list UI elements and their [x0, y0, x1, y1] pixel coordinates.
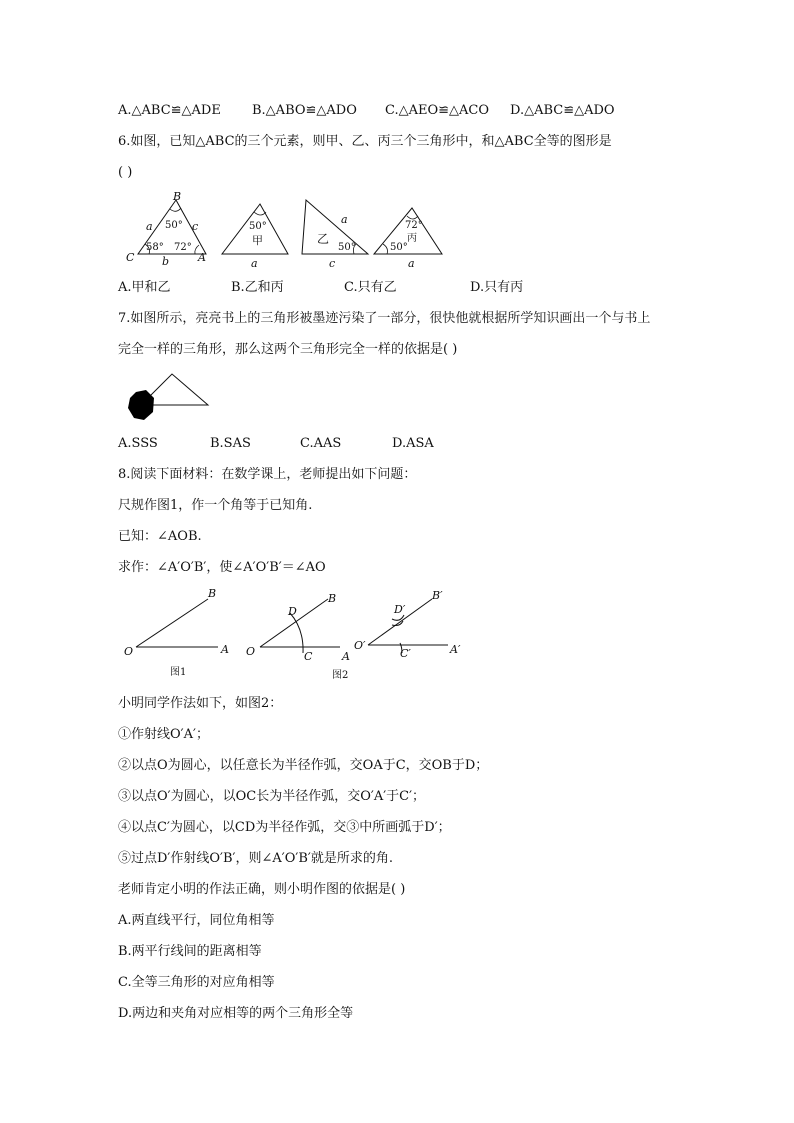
fig2-label-b: B [328, 592, 337, 605]
q6-option-a: A.甲和乙 [118, 280, 171, 295]
q8-step-1: ①作射线O′A′； [118, 727, 209, 742]
label-bing-side: a [408, 257, 415, 270]
label-yi-angle: 50° [338, 242, 356, 253]
q7-figure [124, 370, 214, 422]
q8-line1: 8.阅读下面材料：在数学课上，老师提出如下问题： [118, 467, 417, 482]
q6-figure [118, 188, 458, 270]
label-angle-a: 72° [174, 242, 192, 253]
label-a: A [198, 251, 206, 264]
q7-line1: 7.如图所示，亮亮书上的三角形被墨迹污染了一部分，很快他就根据所学知识画出一个与书上 [118, 311, 651, 326]
q5-option-b: B.△ABO≌△ADO [252, 103, 357, 118]
q7-option-d: D.ASA [392, 436, 434, 451]
q7-option-c: C.AAS [300, 436, 342, 451]
label-angle-c: 58° [146, 242, 164, 253]
fig1-ray-ob [136, 599, 208, 647]
ink-blot [128, 390, 154, 420]
q8-step-2: ②以点O为圆心，以任意长为半径作弧，交OA于C，交OB于D； [118, 758, 489, 773]
triangle-yi [302, 200, 368, 254]
q8-line3: 已知：∠AOB. [118, 529, 202, 544]
q7-option-a: A.SSS [118, 436, 158, 451]
q7-line2: 完全一样的三角形，那么这两个三角形完全一样的依据是( ) [118, 342, 458, 357]
q6-option-d: D.只有丙 [470, 280, 524, 295]
fig2-label-d: D [288, 605, 297, 618]
q5-option-c: C.△AEO≌△ACO [385, 103, 490, 118]
label-bing-angle-top: 72° [405, 220, 423, 231]
q8-step-4: ④以点C′为圆心，以CD为半径作弧，交③中所画弧于D′； [118, 820, 451, 835]
q6-stem: 6.如图，已知△ABC的三个元素，则甲、乙、丙三个三角形中，和△ABC全等的图形是 [118, 134, 612, 149]
triangle-bing [374, 208, 442, 254]
label-a-left: a [146, 220, 153, 233]
label-bing-angle: 50° [390, 242, 408, 253]
angle-arc-b [170, 208, 181, 211]
label-jia-angle: 50° [249, 221, 267, 232]
label-b-bottom: b [162, 255, 170, 268]
label-b: B [173, 190, 182, 203]
label-jia: 甲 [252, 234, 263, 247]
label-c-right: c [192, 220, 199, 233]
q8-line5: 小明同学作法如下，如图2： [118, 696, 283, 711]
q8-line2: 尺规作图1，作一个角等于已知角. [118, 498, 313, 513]
q7-option-b: B.SAS [210, 436, 251, 451]
fig1-caption: 图1 [170, 667, 187, 678]
fig3-label-d: D′ [394, 603, 406, 616]
q5-option-d: D.△ABC≌△ADO [510, 103, 615, 118]
label-jia-side: a [251, 257, 258, 270]
q8-line4: 求作：∠A′O′B′，使∠A′O′B′＝∠AO [118, 560, 326, 575]
fig1-label-a: A [221, 643, 229, 656]
q6-option-c: C.只有乙 [344, 280, 397, 295]
fig2-label-o: O [246, 645, 256, 658]
q6-paren: ( ) [118, 165, 133, 180]
fig1-label-o: O [124, 645, 134, 658]
fig3-label-o: O′ [354, 639, 366, 652]
label-c: C [126, 251, 135, 264]
label-yi-side-a: a [341, 213, 348, 226]
label-bing: 丙 [407, 233, 417, 244]
angle-arc-bing [383, 244, 388, 254]
fig3-label-b: B′ [432, 589, 443, 602]
q8-step-5: ⑤过点D′作射线O′B′，则∠A′O′B′就是所求的角. [118, 851, 393, 866]
label-yi-side-c: c [329, 257, 336, 270]
angle-arc-bing-top [407, 216, 418, 219]
fig3-label-a: A′ [450, 643, 461, 656]
q6-option-b: B.乙和丙 [231, 280, 284, 295]
q8-option-b: B.两平行线间的距离相等 [118, 944, 262, 959]
fig3-label-c: C′ [400, 647, 411, 660]
label-angle-b: 50° [165, 220, 183, 231]
fig2-label-c: C [304, 650, 313, 663]
q8-figure [118, 585, 478, 685]
q8-step-3: ③以点O′为圆心，以OC长为半径作弧，交O′A′于C′； [118, 789, 426, 804]
fig1-label-b: B [208, 587, 217, 600]
q8-question: 老师肯定小明的作法正确，则小明作图的依据是( ) [118, 882, 406, 897]
q8-option-a: A.两直线平行，同位角相等 [118, 913, 275, 928]
q8-option-d: D.两边和夹角对应相等的两个三角形全等 [118, 1006, 354, 1021]
q8-option-c: C.全等三角形的对应角相等 [118, 975, 275, 990]
fig2-caption: 图2 [332, 670, 349, 681]
q5-option-a: A.△ABC≌△ADE [118, 103, 221, 118]
label-yi: 乙 [317, 232, 330, 246]
fig2-label-a: A [342, 650, 350, 663]
